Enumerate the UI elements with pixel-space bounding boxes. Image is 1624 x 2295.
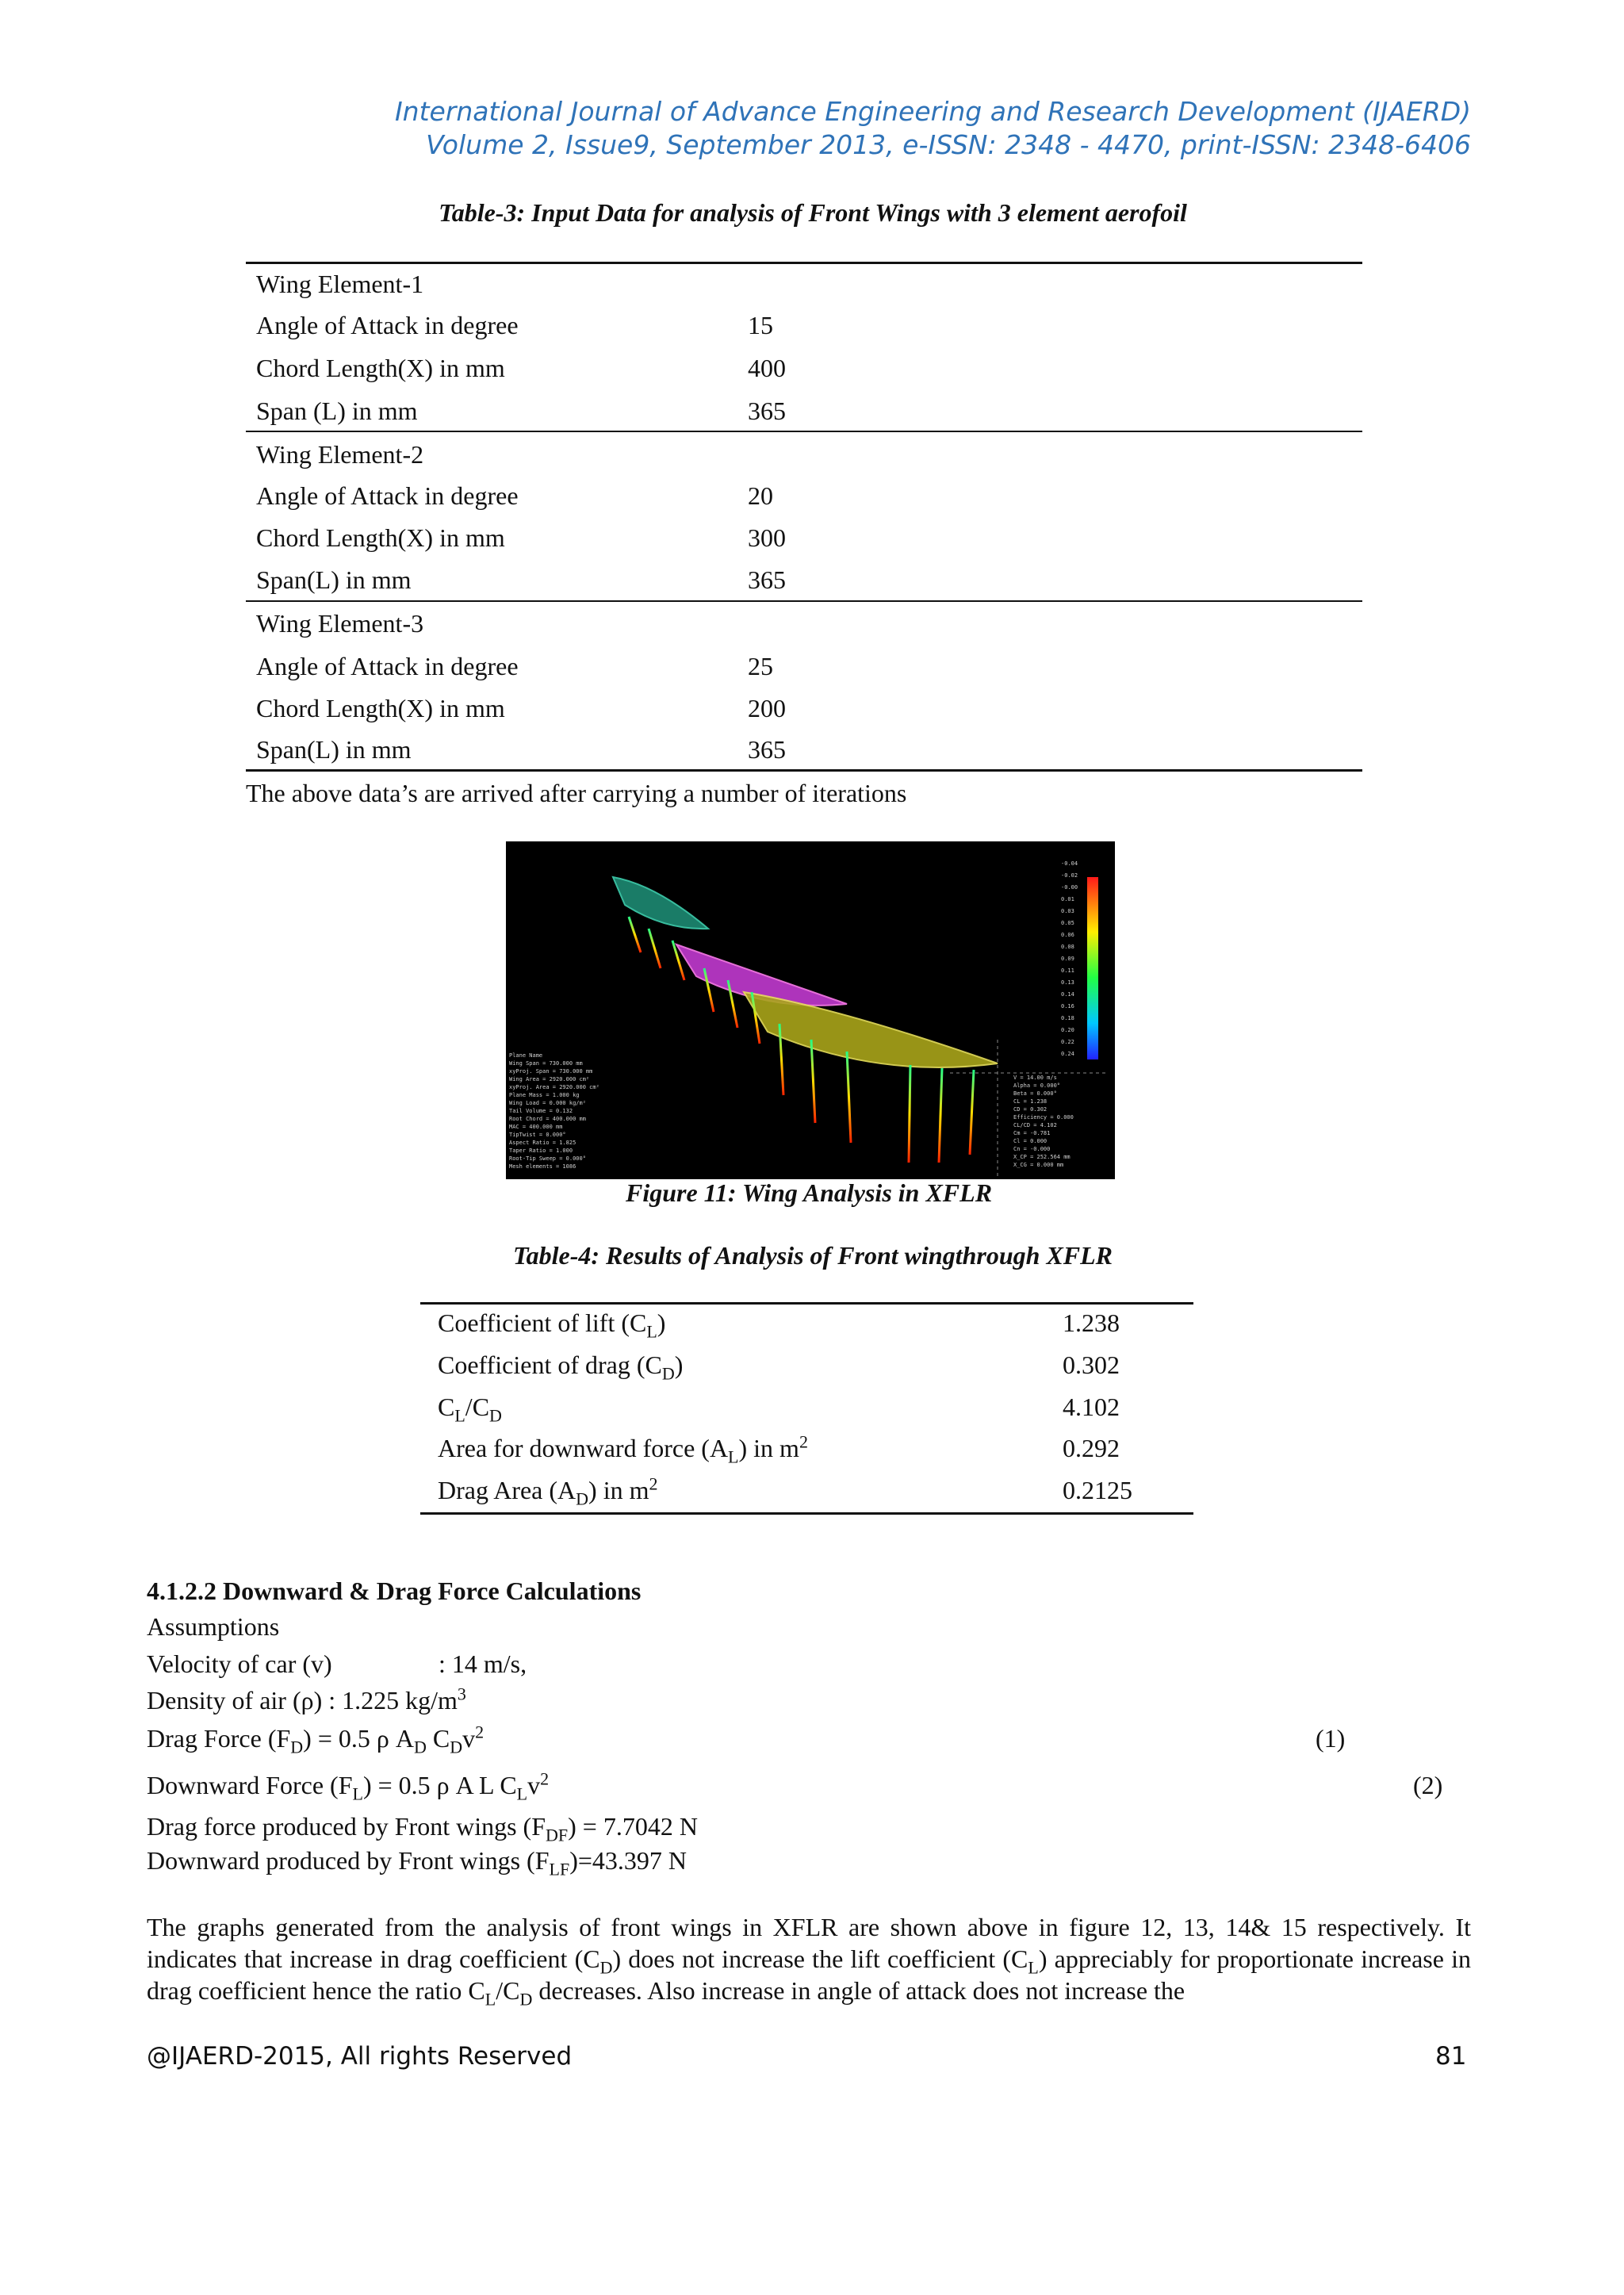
svg-text:0.16: 0.16 <box>1061 1003 1074 1010</box>
row-value: 200 <box>748 694 786 722</box>
svg-text:Wing Span = 730.000 mm: Wing Span = 730.000 mm <box>509 1060 583 1067</box>
svg-text:Plane Name: Plane Name <box>509 1052 543 1059</box>
table3-top-rule <box>246 262 1362 264</box>
svg-text:X_CG = 0.000 mm: X_CG = 0.000 mm <box>1013 1162 1064 1168</box>
table3-note: The above data’s are arrived after carrying a number of iterations <box>246 779 907 807</box>
row-value: 0.2125 <box>1063 1476 1132 1504</box>
svg-text:Cl = 0.000: Cl = 0.000 <box>1013 1138 1048 1144</box>
equation-2-number: (2) <box>1413 1771 1443 1799</box>
svg-text:CL/CD = 4.102: CL/CD = 4.102 <box>1013 1122 1057 1128</box>
svg-text:0.01: 0.01 <box>1061 896 1074 902</box>
svg-text:0.22: 0.22 <box>1061 1039 1074 1045</box>
table4-row <box>438 1431 1120 1467</box>
svg-text:MAC = 400.000 mm: MAC = 400.000 mm <box>509 1124 563 1130</box>
svg-text:CL = 1.238: CL = 1.238 <box>1013 1098 1048 1105</box>
svg-text:-0.04: -0.04 <box>1061 860 1078 867</box>
svg-text:CD = 0.302: CD = 0.302 <box>1013 1106 1048 1113</box>
equation-1: Drag Force $(F_D) = 0.5$ ρ $A_D$ $C_Dv^2$ <box>147 1722 485 1757</box>
table3-caption: Table-3: Input Data for analysis of Front Wings with 3 element aerofoil <box>439 198 1187 227</box>
row-label: Angle of Attack in degree <box>256 481 519 510</box>
row-value: 365 <box>748 397 786 425</box>
row-value: 0.302 <box>1063 1351 1120 1379</box>
row-value: 300 <box>748 523 786 552</box>
equation-2: Downward Force $(F_L) = 0.5$ ρ A L $C_Lv^2$ <box>147 1768 550 1804</box>
svg-text:Efficiency = 0.000: Efficiency = 0.000 <box>1013 1114 1074 1121</box>
svg-text:Root Chord = 400.000 mm: Root Chord = 400.000 mm <box>509 1116 586 1122</box>
row-label: Chord Length(X) in mm <box>256 354 505 382</box>
section-heading: 4.1.2.2 Downward & Drag Force Calculations <box>147 1577 642 1605</box>
velocity-value: : 14 m/s, <box>439 1649 527 1678</box>
table3-row <box>256 523 786 553</box>
equation-1-number: (1) <box>1316 1724 1346 1753</box>
table3-group-title: Wing Element-1 <box>256 270 424 298</box>
svg-text:0.24: 0.24 <box>1061 1051 1074 1057</box>
svg-text:Cn = -0.000: Cn = -0.000 <box>1013 1146 1051 1152</box>
assumptions-label: Assumptions <box>147 1612 280 1641</box>
table3-row <box>256 397 786 426</box>
row-value: 20 <box>748 481 773 510</box>
row-value: 0.292 <box>1063 1434 1120 1462</box>
velocity-label: Velocity of car (v) <box>147 1649 332 1678</box>
table3-row <box>256 694 786 723</box>
row-label: Drag Area $(A_D)$ in $m^2$ <box>438 1473 658 1509</box>
svg-text:Root-Tip Sweep = 0.000°: Root-Tip Sweep = 0.000° <box>509 1155 586 1162</box>
svg-text:0.14: 0.14 <box>1061 991 1074 998</box>
row-value: 400 <box>748 354 786 382</box>
xflr-render <box>506 841 1115 1179</box>
table4-caption: Table-4: Results of Analysis of Front wingthrough XFLR <box>512 1241 1113 1270</box>
table3-row <box>256 652 773 681</box>
row-label: Coefficient of lift $(C_L)$ <box>438 1308 666 1342</box>
svg-text:Cm = -0.781: Cm = -0.781 <box>1013 1130 1051 1136</box>
row-value: 25 <box>748 652 773 680</box>
figure11-caption: Figure 11: Wing Analysis in XFLR <box>625 1178 993 1207</box>
table3-bottom-rule <box>246 769 1362 772</box>
journal-line-2: Volume 2, Issue9, September 2013, e-ISSN: 2348 - 4470, print-ISSN: 2348-6406 <box>426 129 1471 160</box>
row-label: Chord Length(X) in mm <box>256 694 505 722</box>
svg-text:Aspect Ratio = 1.825: Aspect Ratio = 1.825 <box>509 1140 576 1146</box>
drag-force-result: Drag force produced by Front wings $(F_{DF}) = 7.7042$ N <box>147 1812 698 1845</box>
table3-row <box>256 354 786 383</box>
svg-text:TipTwist = 0.000°: TipTwist = 0.000° <box>509 1132 566 1138</box>
row-value: 1.238 <box>1063 1308 1120 1337</box>
downward-force-result: Downward produced by Front wings $(F_{LF})=43.397$ N <box>147 1846 687 1879</box>
row-label: Span(L) in mm <box>256 735 412 764</box>
table3-row <box>256 481 773 511</box>
row-label: Angle of Attack in degree <box>256 311 519 339</box>
table3-row <box>256 565 786 595</box>
svg-text:Wing Area = 2920.000 cm²: Wing Area = 2920.000 cm² <box>509 1076 590 1082</box>
row-value: 365 <box>748 735 786 764</box>
svg-text:0.08: 0.08 <box>1061 944 1074 950</box>
table4-top-rule <box>420 1302 1193 1305</box>
table4-row <box>438 1393 1120 1426</box>
svg-text:xyProj. Area = 2920.000 cm²: xyProj. Area = 2920.000 cm² <box>509 1084 599 1090</box>
table3-row <box>256 735 786 764</box>
velocity-line <box>147 1649 527 1679</box>
table3-rule <box>246 600 1362 602</box>
table3-row <box>256 311 773 340</box>
svg-text:V = 14.00 m/s: V = 14.00 m/s <box>1013 1075 1057 1081</box>
svg-text:Tail Volume = 0.132: Tail Volume = 0.132 <box>509 1108 573 1114</box>
svg-text:0.18: 0.18 <box>1061 1015 1074 1021</box>
table3-group-title: Wing Element-2 <box>256 440 424 469</box>
row-label: Span(L) in mm <box>256 565 412 594</box>
row-label: $C_L/C_D$ <box>438 1393 502 1426</box>
density-line: Density of air (ρ) : 1.225 $kg/m^3$ <box>147 1684 466 1715</box>
table4-row <box>438 1351 1120 1384</box>
svg-text:Beta = 0.000°: Beta = 0.000° <box>1013 1090 1057 1097</box>
svg-text:xyProj. Span = 730.000 mm: xyProj. Span = 730.000 mm <box>509 1068 593 1075</box>
row-label: Span (L) in mm <box>256 397 418 425</box>
svg-text:0.13: 0.13 <box>1061 979 1074 986</box>
row-label: Coefficient of drag $(C_D)$ <box>438 1351 684 1384</box>
table4-row <box>438 1308 1120 1342</box>
svg-text:-0.00: -0.00 <box>1061 884 1078 891</box>
svg-text:0.11: 0.11 <box>1061 967 1074 974</box>
svg-text:0.05: 0.05 <box>1061 920 1074 926</box>
svg-text:Mesh elements = 1086: Mesh elements = 1086 <box>509 1163 576 1170</box>
svg-text:0.03: 0.03 <box>1061 908 1074 914</box>
row-value: 4.102 <box>1063 1393 1120 1421</box>
page-number: 81 <box>1435 2042 1467 2071</box>
row-value: 365 <box>748 565 786 594</box>
svg-text:0.20: 0.20 <box>1061 1027 1074 1033</box>
svg-text:X_CP = 252.564 mm: X_CP = 252.564 mm <box>1013 1154 1071 1160</box>
discussion-paragraph: The graphs generated from the analysis of front wings in XFLR are shown above in figure 12, 13, 14& 15 respectively. It indicates that increase in drag coefficient $(C_D)$ does not increase the lift coefficient $(C_L)$ appreciably for proportionate increase in drag coefficient hence the ratio $C_L/C_D$ decreases. Also increase in angle of attack does not increase the <box>147 1913 1472 2010</box>
journal-title <box>395 95 1471 162</box>
journal-line-1: International Journal of Advance Engineering and Research Development (IJAERD) <box>394 96 1471 127</box>
svg-text:-0.02: -0.02 <box>1061 872 1078 879</box>
row-label: Angle of Attack in degree <box>256 652 519 680</box>
table4-row <box>438 1473 1132 1509</box>
svg-text:Alpha = 0.000°: Alpha = 0.000° <box>1013 1082 1061 1089</box>
svg-text:0.09: 0.09 <box>1061 956 1074 962</box>
xflr-wing-analysis-image <box>506 841 1115 1179</box>
svg-text:Plane Mass = 1.000 kg: Plane Mass = 1.000 kg <box>509 1092 580 1098</box>
table3-group-title: Wing Element-3 <box>256 609 424 638</box>
svg-text:0.06: 0.06 <box>1061 932 1074 938</box>
row-label: Area for downward force $(A_L)$ in $m^2$ <box>438 1431 808 1467</box>
row-label: Chord Length(X) in mm <box>256 523 505 552</box>
table4-bottom-rule <box>420 1512 1193 1515</box>
svg-text:Taper Ratio = 1.000: Taper Ratio = 1.000 <box>509 1148 573 1154</box>
footer-copyright: @IJAERD-2015, All rights Reserved <box>147 2042 573 2071</box>
table3-rule <box>246 431 1362 432</box>
row-value: 15 <box>748 311 773 339</box>
svg-text:Wing Load = 0.000 kg/m²: Wing Load = 0.000 kg/m² <box>509 1100 586 1106</box>
